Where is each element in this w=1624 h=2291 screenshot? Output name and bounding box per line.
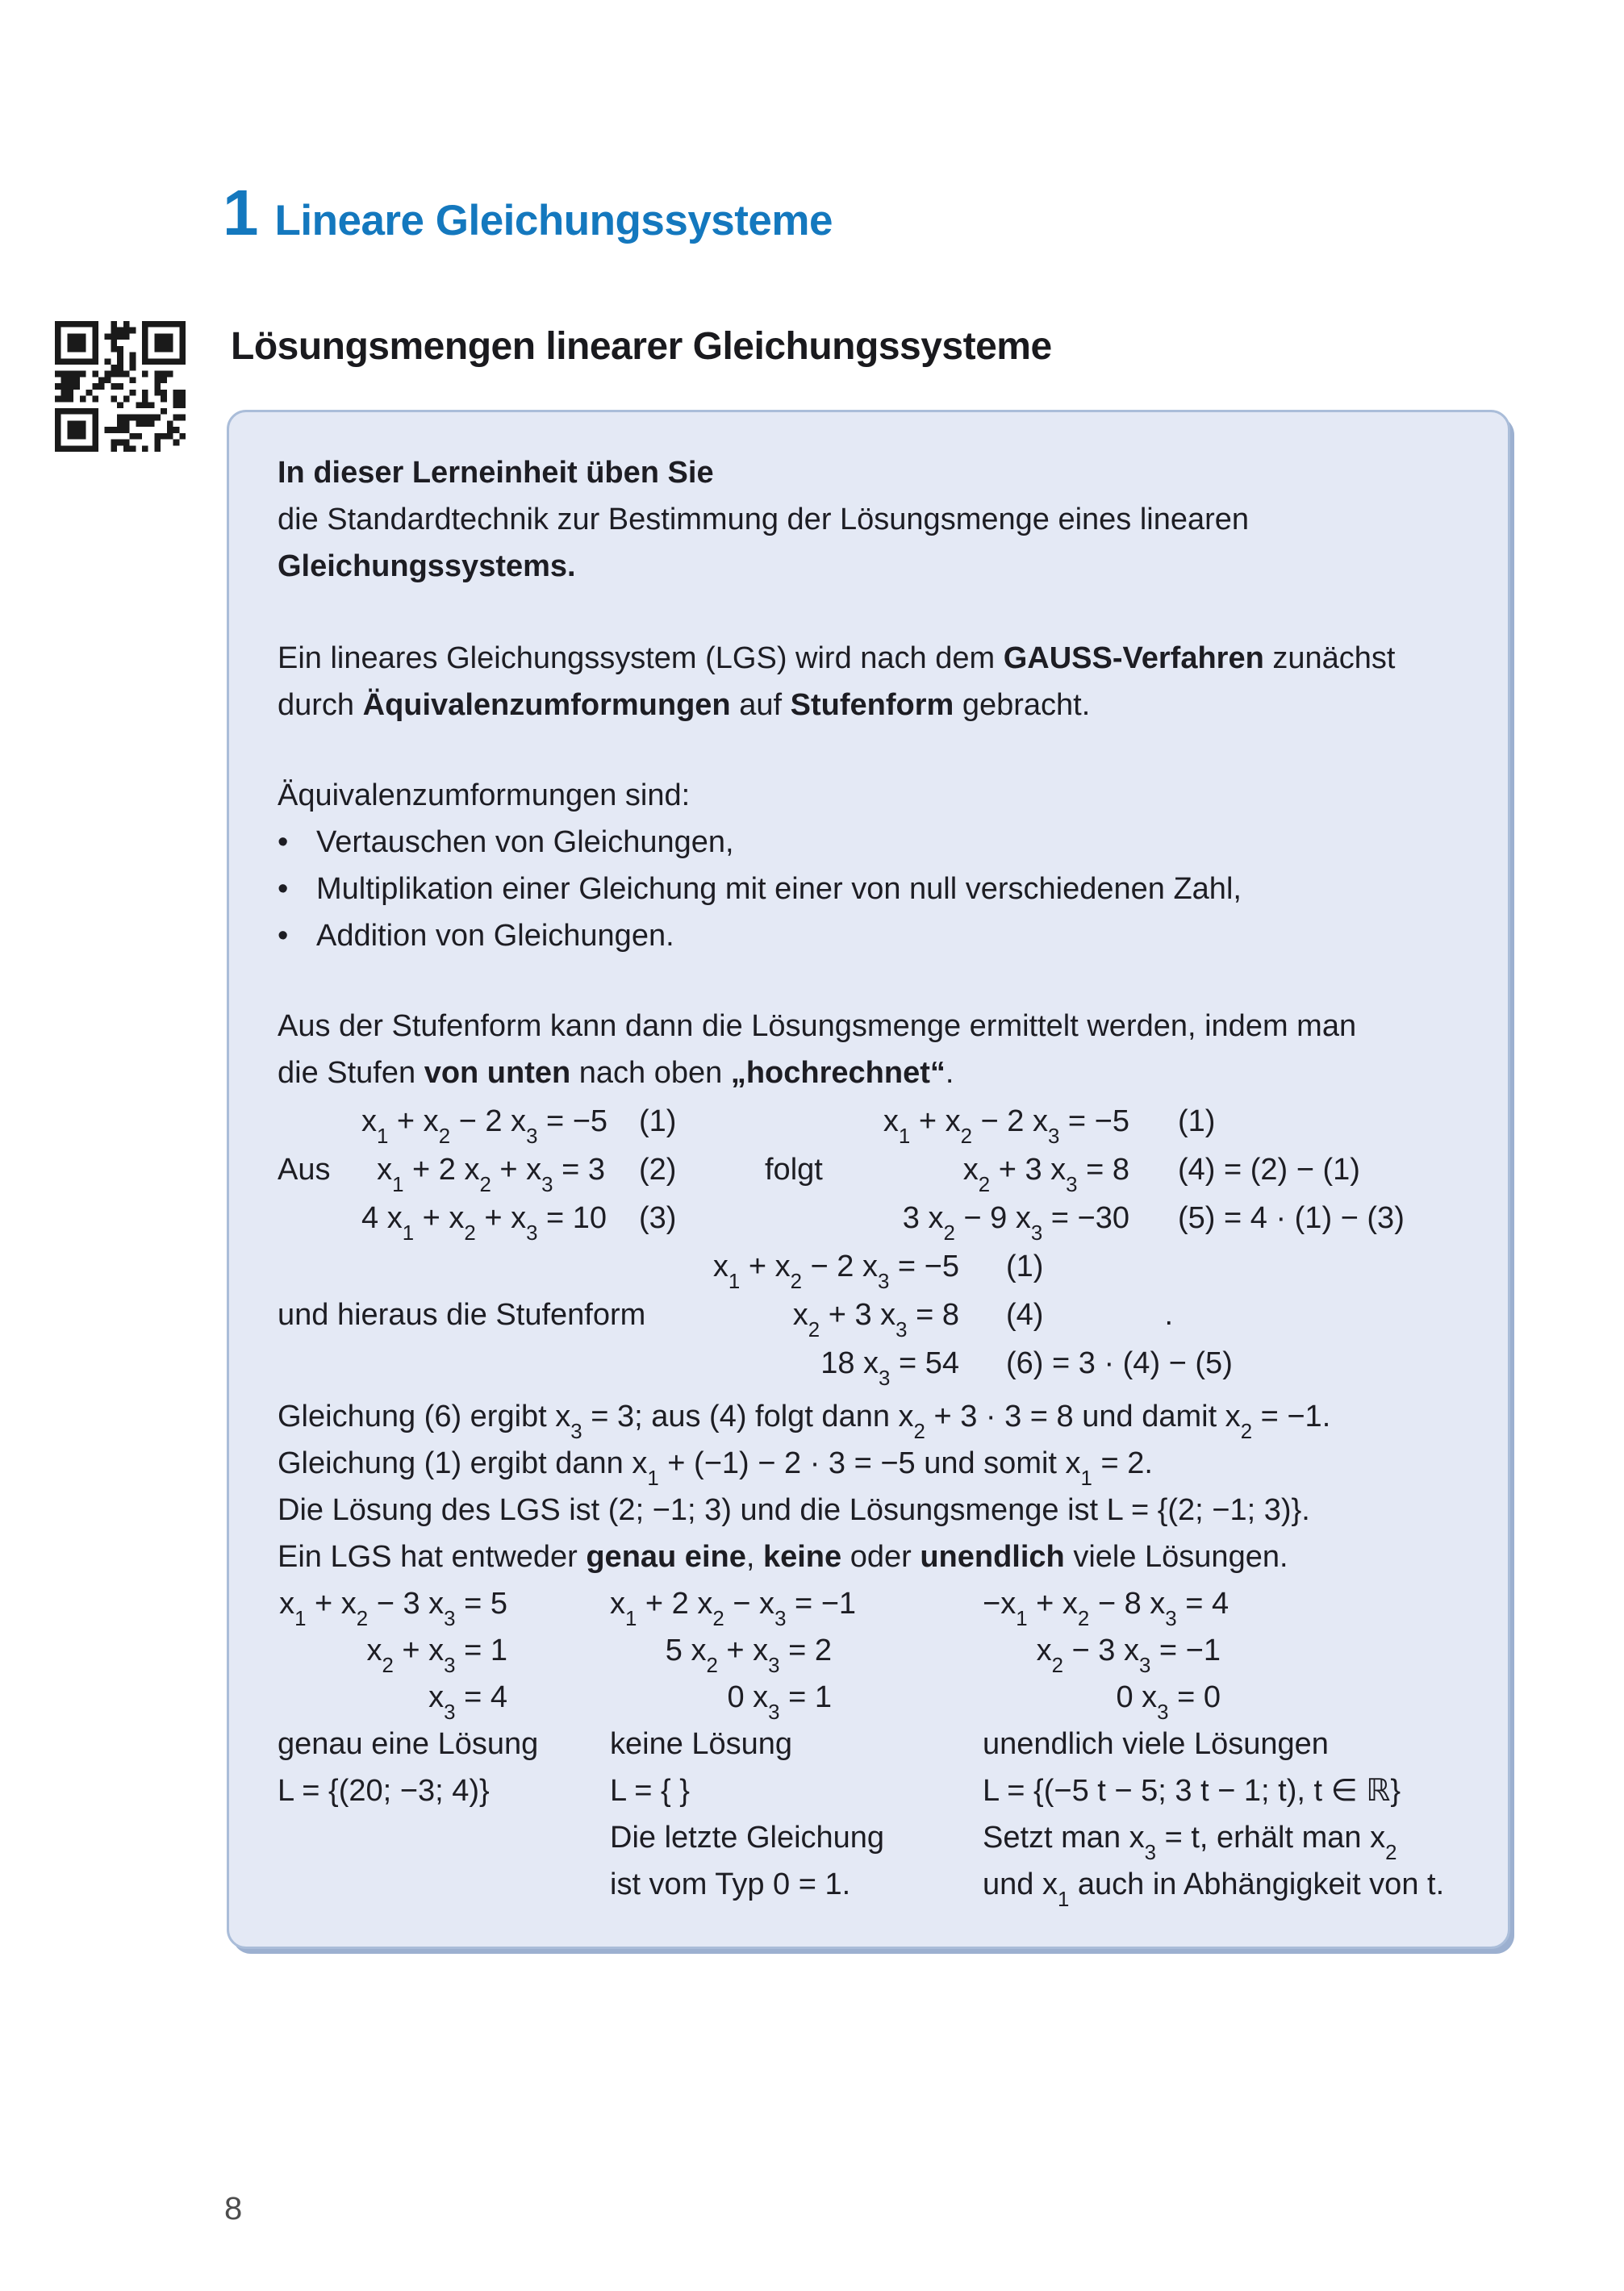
- case-label: keine Lösung: [610, 1727, 793, 1761]
- list-item-text: Vertauschen von Gleichungen,: [316, 825, 734, 859]
- case-unique-solution: [278, 1580, 610, 1908]
- qr-code-icon: [55, 321, 186, 452]
- case-note: ist vom Typ 0 = 1.: [610, 1867, 851, 1901]
- solution-set: L = {(−5 t − 5; 3 t − 1; t), t ∈ ℝ}: [983, 1774, 1401, 1808]
- chapter-heading: [223, 177, 833, 248]
- stufenform-label: und hieraus die Stufenform: [278, 1298, 646, 1332]
- case-note: Die letzte Gleichung: [610, 1821, 885, 1855]
- equation: $x_3 = 4$: [428, 1680, 507, 1725]
- equation: $x_1 + 2$ $x_2 + x_3 = 3$: [377, 1153, 605, 1197]
- folgt-label: folgt: [765, 1153, 823, 1187]
- case-infinite-solutions: [983, 1580, 1461, 1912]
- gauss-paragraph-line: Ein lineares Gleichungssystem (LGS) wird nach dem GAUSS-Verfahren zunächst: [278, 641, 1396, 675]
- conclusion-line: Die Lösung des LGS ist (2; −1; 3) und die Lösungsmenge ist L = {(2; −1; 3)}.: [278, 1493, 1310, 1527]
- equation: 0 $x_3 = 0$: [1116, 1680, 1221, 1725]
- list-item-text: Addition von Gleichungen.: [316, 919, 674, 953]
- equation: $x_1 + x_2 - 3$ $x_3 = 5$: [279, 1587, 507, 1631]
- derivation-row: [278, 1195, 1461, 1246]
- stufenform-paragraph-line: Aus der Stufenform kann dann die Lösungsmenge ermittelt werden, indem man: [278, 1009, 1357, 1043]
- equation-tag: (4): [1006, 1298, 1044, 1332]
- bullet-icon: •: [278, 919, 289, 953]
- equation-tag: (3): [639, 1201, 677, 1235]
- equation: $x_1 + 2$ $x_2 - x_3 = -1$: [610, 1587, 857, 1631]
- equation: $x_2 + x_3 = 1$: [366, 1634, 507, 1678]
- intro-line: die Standardtechnik zur Bestimmung der Lösungsmenge eines linearen: [278, 503, 1250, 536]
- conclusion-line: Ein LGS hat entweder genau eine, keine oder unendlich viele Lösungen.: [278, 1540, 1288, 1574]
- case-note: [278, 1814, 610, 1861]
- list-item: [278, 912, 1461, 959]
- intro-line: Gleichungssystems.: [278, 549, 576, 583]
- lesson-info-box: [227, 410, 1510, 1949]
- page-number: 8: [224, 2191, 243, 2226]
- derivation-row: [278, 1146, 1461, 1195]
- conclusion-line: Gleichung (1) ergibt dann $x_1 + (-1) - 2 \cdot 3 = -5$ und somit $x_1 = 2$.: [278, 1446, 1153, 1491]
- stufenform-row: [278, 1340, 1461, 1391]
- case-label: unendlich viele Lösungen: [983, 1727, 1329, 1761]
- stufenform-paragraph-line: die Stufen von unten nach oben „hochrechnet“.: [278, 1056, 954, 1090]
- equation: 5 $x_2 + x_3 = 2$: [665, 1634, 832, 1678]
- bullet-icon: •: [278, 872, 289, 906]
- conclusion-line: Gleichung (6) ergibt $x_3 = 3$; aus (4) folgt dann $x_2 + 3 \cdot 3 = 8$ und damit $x_2 = -1$.: [278, 1400, 1331, 1444]
- list-item-text: Multiplikation einer Gleichung mit einer von null verschiedenen Zahl,: [316, 872, 1242, 906]
- conclusion-block: [278, 1393, 1461, 1580]
- stufenform-row: [278, 1292, 1461, 1340]
- case-note: und $x_1$ auch in Abhängigkeit von t.: [983, 1867, 1445, 1912]
- equivalence-title: Äquivalenzumformungen sind:: [278, 778, 691, 812]
- list-item: [278, 819, 1461, 866]
- intro-line: In dieser Lerneinheit üben Sie: [278, 456, 714, 490]
- equation-tag: (6) = 3 · (4) − (5): [1006, 1346, 1233, 1380]
- equation: $x_2 + 3$ $x_3 = 8$: [962, 1153, 1129, 1197]
- equation: 0 $x_3 = 1$: [727, 1680, 832, 1725]
- equation: 18 $x_3 = 54$: [820, 1346, 959, 1391]
- equation-tag: (5) = 4 · (1) − (3): [1178, 1201, 1405, 1235]
- sentence-period: .: [1164, 1298, 1174, 1332]
- list-item: [278, 866, 1461, 912]
- equation: $x_2 + 3$ $x_3 = 8$: [792, 1298, 959, 1342]
- case-no-solution: [610, 1580, 983, 1908]
- equation: $x_2 - 3$ $x_3 = -1$: [1036, 1634, 1221, 1678]
- derivation-row: [278, 1098, 1461, 1149]
- chapter-title: Lineare Gleichungssysteme: [274, 197, 833, 244]
- equation-tag: (1): [1178, 1104, 1216, 1138]
- aus-label: Aus: [278, 1153, 331, 1187]
- case-note: Setzt man $x_3 = t$, erhält man $x_2$: [983, 1821, 1397, 1865]
- equation: $x_1 + x_2 - 2$ $x_3 = -5$: [712, 1250, 959, 1294]
- equation: 3 $x_2 - 9$ $x_3 = -30$: [902, 1201, 1129, 1246]
- derivation-block: [278, 1098, 1461, 1391]
- equivalence-list: [278, 819, 1461, 959]
- solution-cases: [278, 1580, 1461, 1912]
- equation-tag: (4) = (2) − (1): [1178, 1153, 1360, 1187]
- solution-set: L = { }: [610, 1774, 690, 1808]
- equation: $x_1 + x_2 - 2$ $x_3 = -5$: [361, 1104, 608, 1149]
- equation-tag: (2): [639, 1153, 677, 1187]
- gauss-paragraph-line: durch Äquivalenzumformungen auf Stufenform gebracht.: [278, 688, 1091, 722]
- bullet-icon: •: [278, 825, 289, 859]
- qr-code-svg: [55, 321, 186, 452]
- solution-set: L = {(20; −3; 4)}: [278, 1774, 490, 1808]
- case-label: genau eine Lösung: [278, 1727, 539, 1761]
- stufenform-row: [278, 1243, 1461, 1292]
- section-title: Lösungsmengen linearer Gleichungssysteme: [231, 325, 1052, 368]
- equation: $-x_1 + x_2 - 8$ $x_3 = 4$: [983, 1587, 1229, 1631]
- equation-tag: (1): [1006, 1250, 1044, 1283]
- case-note: [278, 1861, 610, 1908]
- equation: 4 $x_1 + x_2 + x_3 = 10$: [361, 1201, 607, 1246]
- equation: $x_1 + x_2 - 2$ $x_3 = -5$: [883, 1104, 1129, 1149]
- equation-tag: (1): [639, 1104, 677, 1138]
- chapter-number: 1: [223, 177, 259, 248]
